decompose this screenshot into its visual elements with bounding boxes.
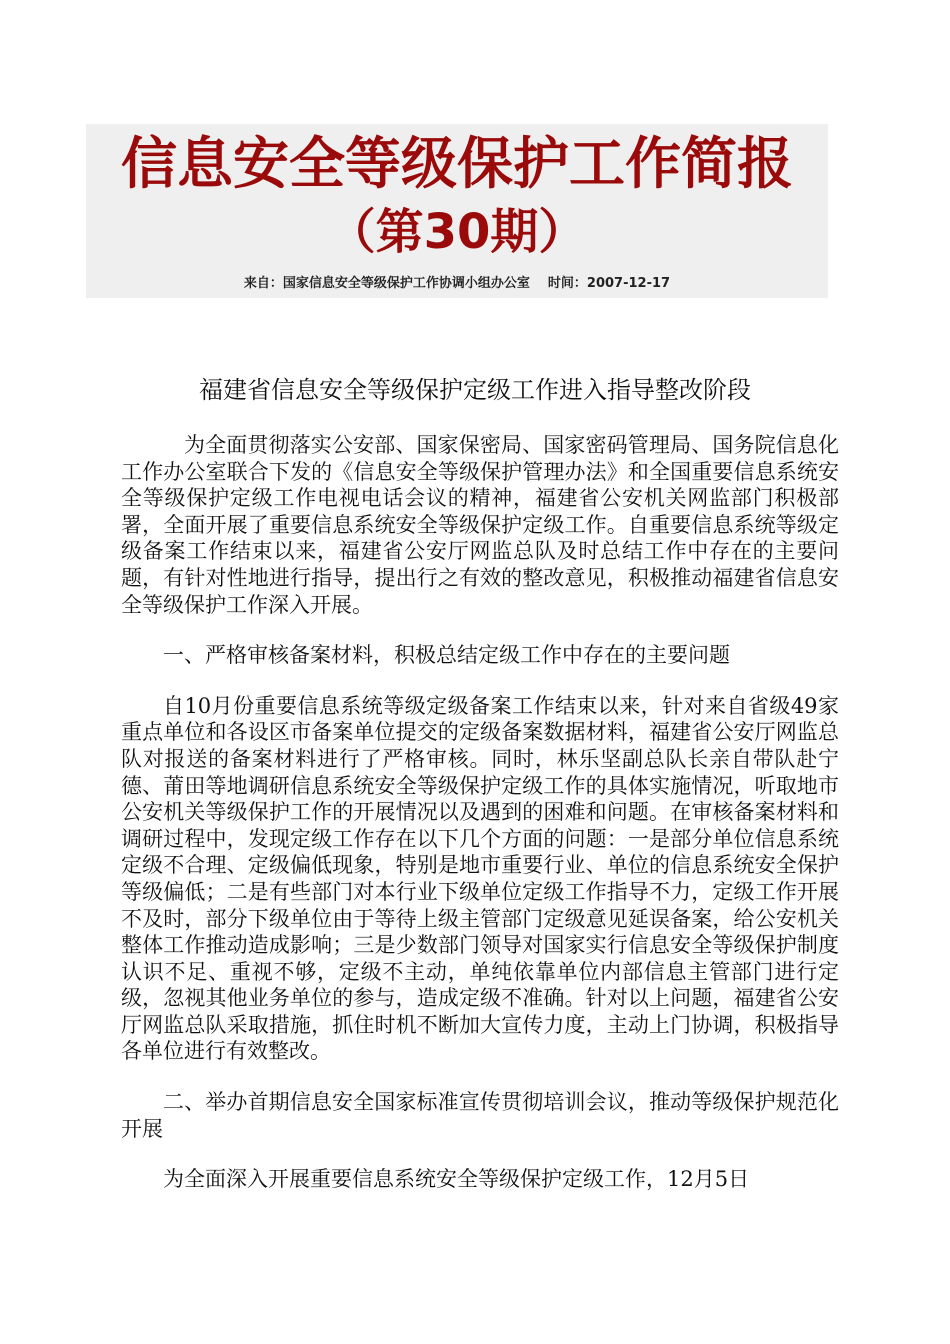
publish-time: 时间：2007-12-17 [547, 276, 671, 291]
source-text: 来自：国家信息安全等级保护工作协调小组办公室 [243, 276, 530, 291]
bulletin-header-banner [86, 124, 828, 298]
bulletin-title: 信息安全等级保护工作简报 [121, 132, 793, 197]
article-title: 福建省信息安全等级保护定级工作进入指导整改阶段 [199, 376, 751, 404]
section-heading-1: 一、严格审核备案材料，积极总结定级工作中存在的主要问题 [163, 643, 730, 668]
article-body [121, 432, 839, 1217]
section-2-paragraph: 为全面深入开展重要信息系统安全等级保护定级工作，12月5日 [163, 1167, 750, 1192]
bulletin-meta [86, 274, 828, 294]
section-1-paragraph: 自10月份重要信息系统等级定级备案工作结束以来，针对来自省级49家重点单位和各设区市备案单位提交的定级备案数据材料，福建省公安厅网监总队对报送的备案材料进行了严格审核。同时，林乐坚副总队长亲自带队赴宁德、莆田等地调研信息系统安全等级保护定级工作的具体实施情况，听取地市公安机关等级保护工作的开展情况以及遇到的困难和问题。在审核备案材料和调研过程中，发现定级工作存在以下几个方面的问题：一是部分单位信息系统定级不合理、定级偏低现象，特别是地市重要行业、单位的信息系统安全保护等级偏低；二是有些部门对本行业下级单位定级工作指导不力，定级工作开展不及时，部分下级单位由于等待上级主管部门定级意见延误备案，给公安机关整体工作推动造成影响；三是少数部门领导对国家实行信息安全等级保护制度认识不足、重视不够，定级不主动，单纯依靠单位内部信息主管部门进行定级，忽视其他业务单位的参与，造成定级不准确。针对以上问题，福建省公安厅网监总队采取措施，抓住时机不断加大宣传力度，主动上门协调，积极指导各单位进行有效整改。 [121, 693, 839, 1064]
intro-paragraph: 为全面贯彻落实公安部、国家保密局、国家密码管理局、国务院信息化工作办公室联合下发的《信息安全等级保护管理办法》和全国重要信息系统安全等级保护定级工作电视电话会议的精神，福建省公安机关网监部门积极部署，全面开展了重要信息系统安全等级保护定级工作。自重要信息系统等级定级备案工作结束以来，福建省公安厅网监总队及时总结工作中存在的主要问题，有针对性地进行指导，提出行之有效的整改意见，积极推动福建省信息安全等级保护工作深入开展。 [121, 433, 839, 617]
issue-number: （第30期） [327, 204, 587, 260]
section-heading-2: 二、举办首期信息安全国家标准宣传贯彻培训会议，推动等级保护规范化开展 [121, 1090, 839, 1141]
